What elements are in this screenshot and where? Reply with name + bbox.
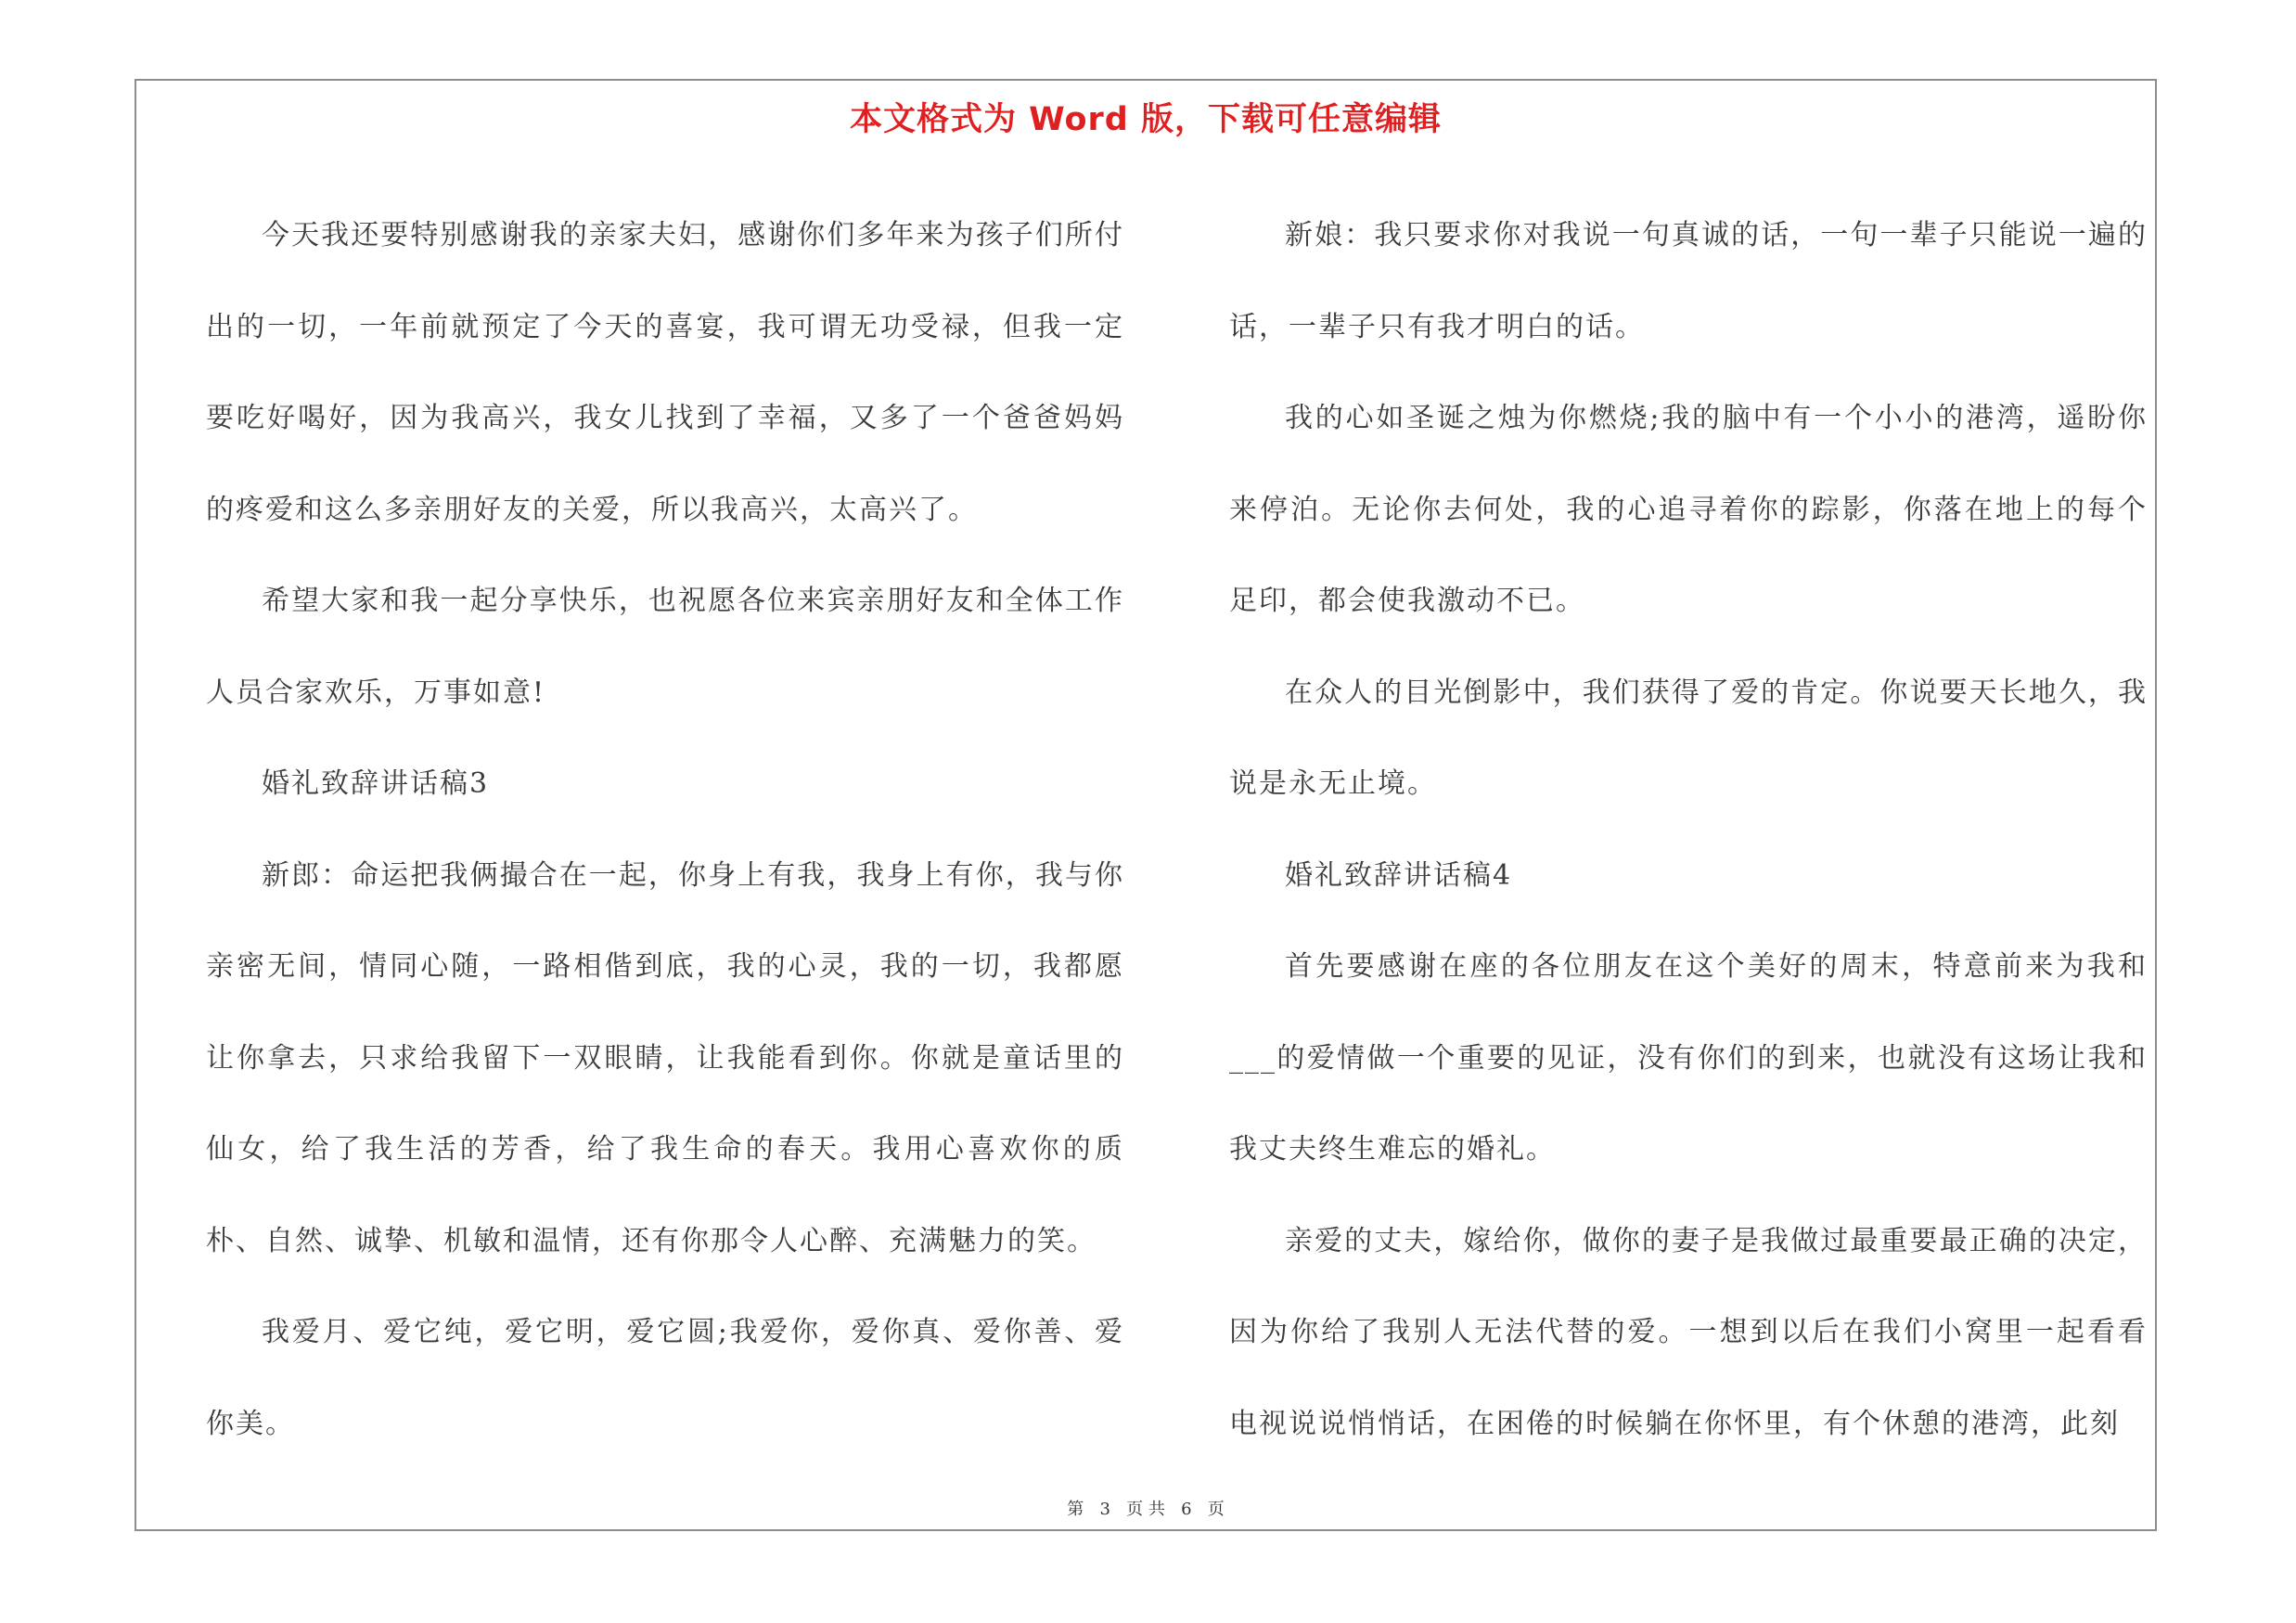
current-page-number: 3 [1099, 1500, 1110, 1519]
section-heading: 婚礼致辞讲话稿4 [1285, 858, 1513, 892]
section-heading: 婚礼致辞讲话稿3 [262, 767, 490, 800]
paragraph: 我的心如圣诞之烛为你燃烧;我的脑中有一个小小的港湾，遥盼你来停泊。无论你去何处，我的心追寻着你的踪影，你落在地上的每个足印，都会使我激动不已。 [1229, 402, 2148, 617]
paragraph: 在众人的目光倒影中，我们获得了爱的肯定。你说要天长地久，我说是永无止境。 [1229, 676, 2148, 800]
paragraph: 新郎：命运把我俩撮合在一起，你身上有我，我身上有你，我与你亲密无间，情同心随，一路相偕到底，我的心灵，我的一切，我都愿让你拿去，只求给我留下一双眼睛，让我能看到你。你就是童话里的仙女，给了我生活的芳香，给了我生命的春天。我用心喜欢你的质朴、自然、诚挚、机敏和温情，还有你那令人心醉、充满魅力的笑。 [206, 858, 1124, 1257]
paragraph: 亲爱的丈夫，嫁给你，做你的妻子是我做过最重要最正确的决定，因为你给了我别人无法代替的爱。一想到以后在我们小窝里一起看看电视说说悄悄话，在困倦的时候躺在你怀里，有个休憩的港湾，此刻 [1229, 1224, 2148, 1440]
page-frame [135, 79, 2157, 1531]
paragraph: 我爱月、爱它纯，爱它明，爱它圆;我爱你，爱你真、爱你善、爱你美。 [206, 1316, 1124, 1440]
paragraph: 希望大家和我一起分享快乐，也祝愿各位来宾亲朋好友和全体工作人员合家欢乐，万事如意! [206, 585, 1124, 709]
paragraph: 新娘：我只要求你对我说一句真诚的话，一句一辈子只能说一遍的话，一辈子只有我才明白的话。 [1229, 219, 2148, 343]
paragraph: 首先要感谢在座的各位朋友在这个美好的周末，特意前来为我和___的爱情做一个重要的见证，没有你们的到来，也就没有这场让我和我丈夫终生难忘的婚礼。 [1229, 950, 2148, 1166]
footer-suffix: 页 [1207, 1500, 1225, 1519]
left-column [206, 190, 1124, 1470]
total-page-count: 6 [1181, 1500, 1192, 1519]
footer-prefix: 第 [1067, 1500, 1084, 1519]
format-banner: 本文格式为 Word 版，下载可任意编辑 [849, 101, 1443, 138]
page-footer [136, 1496, 2155, 1524]
right-column [1229, 190, 2148, 1470]
paragraph: 今天我还要特别感谢我的亲家夫妇，感谢你们多年来为孩子们所付出的一切，一年前就预定了今天的喜宴，我可谓无功受禄，但我一定要吃好喝好，因为我高兴，我女儿找到了幸福，又多了一个爸爸妈妈的疼爱和这么多亲朋好友的关爱，所以我高兴，太高兴了。 [206, 219, 1124, 526]
footer-middle: 页 共 [1126, 1500, 1165, 1519]
